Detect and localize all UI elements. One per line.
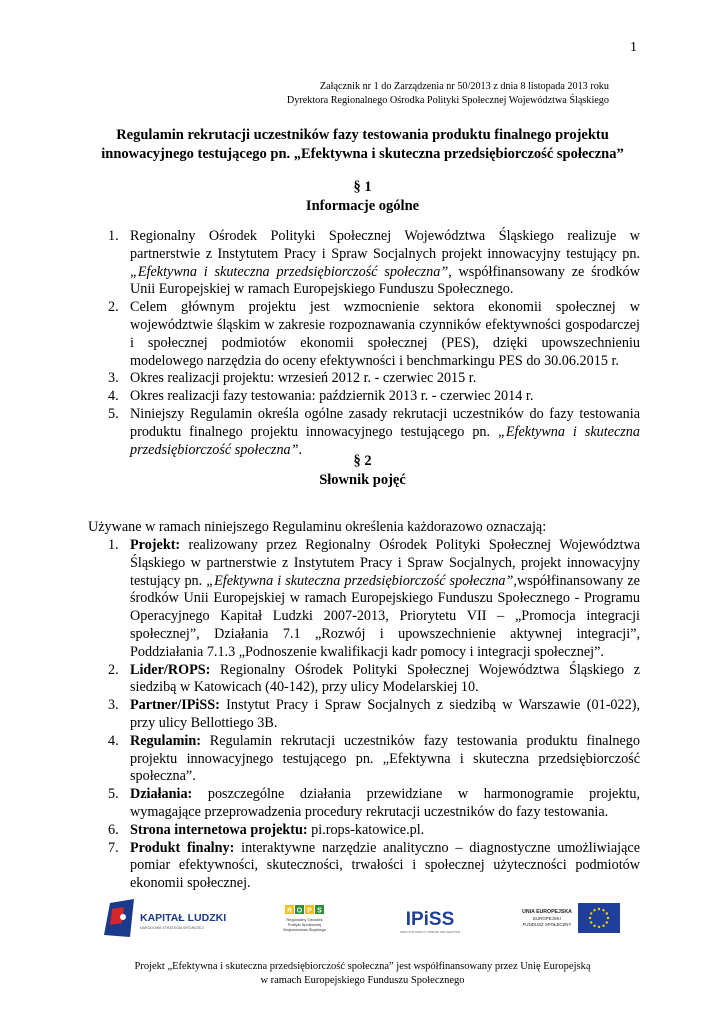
definition-term: Produkt finalny: xyxy=(130,839,235,856)
rops-text-line-2: Polityki Społecznej xyxy=(287,922,322,927)
kapital-ludzki-star xyxy=(120,914,126,920)
list-item-number: 5. xyxy=(108,405,119,422)
eu-text-line-3: FUNDUSZ SPOŁECZNY xyxy=(522,922,572,927)
kapital-ludzki-logo xyxy=(104,899,226,937)
list-item-text: Instytut Pracy i Spraw Socjalnych z siedzibą w Warszawie (01-022), przy ulicy Bellottiego 3B. xyxy=(130,697,640,731)
annex-line-1: Załącznik nr 1 do Zarządzenia nr 50/2013 z dnia 8 listopada 2013 roku xyxy=(319,81,609,92)
eu-text-line-2: EUROPEJSKI xyxy=(533,916,561,921)
list-item-text: Niniejszy Regulamin określa ogólne zasady rekrutacji uczestników do fazy testowania produktu finalnego projektu innowacyjnego testującego pn. xyxy=(130,405,640,440)
section-1-title: Informacje ogólne xyxy=(305,197,420,214)
list-item xyxy=(0,786,640,822)
list-item-number: 2. xyxy=(108,661,119,678)
list-item-text: współfinansowany ze środków Unii Europejskiej w ramach Europejskiego Funduszu Społecznego - Programu Operacyjnego Kapitał Ludzki 2007-2013, Priorytetu VII – „Promocja integracji społecznej”, Działania 7.1 „Rozwój i upowszechnienie aktywnej integracji”, Poddziałania 7.1.3 „Podnoszenie kwalifikacji kadr pomocy i integracji społecznej”. xyxy=(130,572,640,660)
list-item-number: 5. xyxy=(108,786,119,803)
section-2-intro: Używane w ramach niniejszego Regulaminu określenia każdorazowo oznaczają: xyxy=(88,519,547,535)
list-item-number: 7. xyxy=(108,839,119,856)
footer-line-1: Projekt „Efektywna i skuteczna przedsiębiorczość społeczna” jest współfinansowany przez Unię Europejską xyxy=(134,961,591,972)
document-title xyxy=(84,126,641,163)
list-item-number: 1. xyxy=(108,228,119,244)
eu-text-line-1: UNIA EUROPEJSKA xyxy=(522,909,572,915)
rops-letter: O xyxy=(296,907,303,915)
rops-letter: R xyxy=(286,907,293,915)
section-2-title: Słownik pojęć xyxy=(319,471,406,488)
eu-star xyxy=(593,909,595,911)
list-item-text: Celem głównym projektu jest wzmocnienie sektora ekonomii społecznej w województwie śląskim w zakresie rozpoznawania czynników efektywności gospodarczej i społecznej podmiotów ekonomii społecznej (PES), dzięki upowszechnieniu modelowego narzędzia do oceny efektywności i benchmarkingu PES do 30.06.2015 r. xyxy=(130,299,640,369)
list-item xyxy=(0,697,640,733)
page-number: 1 xyxy=(630,40,637,55)
eu-star xyxy=(590,921,592,923)
eu-star xyxy=(606,921,608,923)
list-item-number: 1. xyxy=(108,537,119,553)
eu-star xyxy=(589,917,591,919)
list-item-text: pi.rops-katowice.pl. xyxy=(307,821,425,838)
list-item xyxy=(0,733,640,786)
list-item-text: Regulamin rekrutacji uczestników fazy testowania produktu finalnego projektu innowacyjnego testującego pn. „Efektywna i skuteczna przedsiębiorczość społeczna”. xyxy=(130,732,640,785)
definition-term: Lider/ROPS: xyxy=(130,661,211,678)
rops-text-line-1: Regionalny Ośrodek xyxy=(286,917,323,922)
list-item-number: 4. xyxy=(108,388,119,405)
definition-term: Regulamin: xyxy=(130,732,201,749)
eu-star xyxy=(598,926,600,928)
list-item-italic: „Efektywna i skuteczna przedsiębiorczość społeczna” xyxy=(130,423,640,458)
definition-term: Strona internetowa projektu: xyxy=(130,821,308,838)
ipiss-text: IPiSS xyxy=(405,909,455,930)
list-item xyxy=(0,228,640,299)
ipiss-logo xyxy=(400,909,460,934)
eu-star xyxy=(602,909,604,911)
list-item-italic: „Efektywna i skuteczna przedsiębiorczość społeczna”, xyxy=(206,572,517,589)
list-item xyxy=(0,537,640,662)
eu-star xyxy=(590,912,592,914)
list-item xyxy=(0,388,640,406)
footer-line-2: w ramach Europejskiego Funduszu Społecznego xyxy=(260,974,465,986)
list-item-text: interaktywne narzędzie analityczno – diagnostyczne umożliwiające pomiar efektywności, skuteczności, trwałości i społecznej użyteczności podmiotów ekonomii społecznej. xyxy=(130,839,641,892)
list-item xyxy=(0,840,640,893)
eu-star xyxy=(593,925,595,927)
list-item-text: realizowany przez Regionalny Ośrodek Polityki Społecznej Województwa Śląskiego w partnerstwie z Instytutem Pracy i Spraw Socjalnych, projekt innowacyjny testujący pn. xyxy=(130,537,640,589)
definition-term: Działania: xyxy=(130,786,193,803)
eu-flag xyxy=(578,903,620,933)
list-item-number: 6. xyxy=(108,821,119,838)
kapital-ludzki-text: KAPITAŁ LUDZKI xyxy=(140,912,227,924)
list-item-number: 3. xyxy=(108,370,119,387)
definition-term: Projekt: xyxy=(130,537,181,553)
sponsor-logos xyxy=(100,897,640,943)
list-item-text: , współfinansowany ze środków Unii Europejskiej w ramach Europejskiego Funduszu Społecznego. xyxy=(130,263,640,298)
list-item-text: Regionalny Ośrodek Polityki Społecznej Województwa Śląskiego realizuje w partnerstwie z Instytutem Pracy i Spraw Socjalnych projekt innowacyjny testujący pn. xyxy=(130,228,640,262)
section-2-list xyxy=(0,537,640,893)
definition-term: Partner/IPiSS: xyxy=(130,697,220,714)
section-1-heading xyxy=(84,178,641,215)
list-item-text: . xyxy=(298,441,303,458)
list-item-text: poszczególne działania przewidziane w harmonogramie projektu, wymagające przeprowadzenia procedury rekrutacji uczestników do fazy testowania. xyxy=(130,786,640,820)
section-2-heading xyxy=(84,452,641,489)
section-2-number: § 2 xyxy=(353,453,372,469)
list-item-number: 2. xyxy=(108,299,119,316)
rops-letter: S xyxy=(317,907,322,915)
section-1-list xyxy=(0,228,640,459)
kapital-ludzki-subtext: NARODOWA STRATEGIA SPÓJNOŚCI xyxy=(140,926,204,930)
list-item-number: 4. xyxy=(108,732,119,749)
list-item-text: Regionalny Ośrodek Polityki Społecznej Województwa Śląskiego z siedzibą w Katowicach (40-142), przy ulicy Modelarskiej 10. xyxy=(130,661,640,696)
list-item-italic: „Efektywna i skuteczna przedsiębiorczość społeczna” xyxy=(130,263,449,280)
list-item xyxy=(0,370,640,388)
section-1-number: § 1 xyxy=(353,179,372,195)
list-item xyxy=(0,299,640,370)
list-item-text: Okres realizacji fazy testowania: październik 2013 r. - czerwiec 2014 r. xyxy=(130,388,534,405)
ipiss-subtext: INSTYTUT PRACY I SPRAW SOCJALNYCH xyxy=(399,930,461,934)
list-item xyxy=(0,822,640,840)
title-line-1: Regulamin rekrutacji uczestników fazy testowania produktu finalnego projektu xyxy=(116,127,609,143)
annex-line-2: Dyrektora Regionalnego Ośrodka Polityki Społecznej Województwa Śląskiego xyxy=(286,94,609,106)
list-item xyxy=(0,662,640,698)
eu-logo xyxy=(522,903,620,933)
eu-star xyxy=(598,908,600,910)
list-item-number: 3. xyxy=(108,697,119,714)
rops-logo xyxy=(283,905,327,932)
rops-letter: P xyxy=(307,907,312,915)
page-footer xyxy=(84,960,641,987)
eu-star xyxy=(607,917,609,919)
list-item-text: Okres realizacji projektu: wrzesień 2012 r. - czerwiec 2015 r. xyxy=(130,370,477,387)
eu-star xyxy=(606,912,608,914)
eu-star xyxy=(602,925,604,927)
rops-text-line-3: Województwa Śląskiego xyxy=(282,927,327,932)
title-line-2: innowacyjnego testującego pn. „Efektywna i skuteczna przedsiębiorczość społeczna” xyxy=(101,145,624,162)
annex-note xyxy=(89,80,609,107)
